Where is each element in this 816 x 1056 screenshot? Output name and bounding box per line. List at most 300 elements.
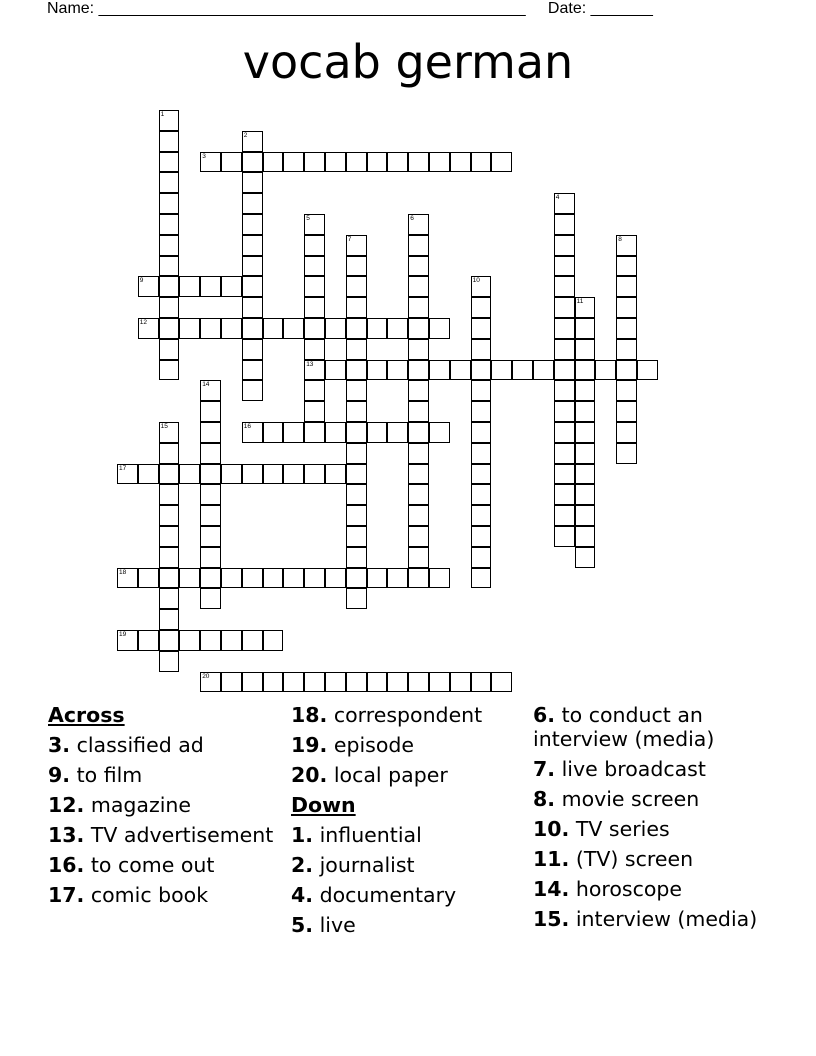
grid-cell[interactable] — [159, 360, 180, 381]
clue-num: 15. — [533, 907, 570, 931]
grid-cell[interactable] — [554, 276, 575, 297]
grid-cell[interactable] — [408, 380, 429, 401]
grid-cell[interactable] — [408, 235, 429, 256]
grid-cell[interactable] — [221, 672, 242, 693]
grid-cell[interactable] — [346, 443, 367, 464]
grid-cell[interactable] — [179, 630, 200, 651]
grid-cell[interactable] — [346, 339, 367, 360]
clue-text: episode — [333, 733, 415, 757]
grid-cell[interactable] — [159, 526, 180, 547]
grid-cell[interactable] — [575, 505, 596, 526]
grid-cell[interactable] — [263, 672, 284, 693]
down-clue — [533, 877, 763, 901]
grid-cell[interactable] — [325, 672, 346, 693]
grid-cell[interactable] — [159, 547, 180, 568]
grid-cell[interactable] — [450, 152, 471, 173]
clue-num: 16. — [48, 853, 85, 877]
grid-cell[interactable] — [554, 360, 575, 381]
grid-cell[interactable] — [471, 339, 492, 360]
across-clue — [291, 763, 521, 787]
grid-cell[interactable] — [325, 318, 346, 339]
grid-cell[interactable] — [616, 276, 637, 297]
grid-cell[interactable] — [304, 339, 325, 360]
clue-number: 13 — [306, 360, 314, 368]
grid-cell[interactable] — [159, 276, 180, 297]
grid-cell[interactable] — [408, 505, 429, 526]
clue-num: 11. — [533, 847, 570, 871]
grid-cell[interactable] — [304, 672, 325, 693]
grid-cell[interactable] — [304, 318, 325, 339]
grid-cell[interactable] — [159, 110, 180, 131]
grid-cell[interactable] — [200, 380, 221, 401]
grid-cell[interactable] — [554, 256, 575, 277]
grid-cell[interactable] — [159, 443, 180, 464]
grid-cell[interactable] — [471, 276, 492, 297]
down-clue-list-cont — [533, 703, 763, 931]
grid-cell[interactable] — [554, 505, 575, 526]
grid-cell[interactable] — [159, 214, 180, 235]
grid-cell[interactable] — [408, 568, 429, 589]
grid-cell[interactable] — [346, 464, 367, 485]
grid-cell[interactable] — [200, 443, 221, 464]
grid-cell[interactable] — [159, 609, 180, 630]
grid-cell[interactable] — [450, 360, 471, 381]
across-clue — [291, 703, 521, 727]
grid-cell[interactable] — [616, 443, 637, 464]
grid-cell[interactable] — [471, 484, 492, 505]
grid-cell[interactable] — [242, 672, 263, 693]
grid-cell[interactable] — [179, 464, 200, 485]
grid-cell[interactable] — [346, 152, 367, 173]
grid-cell[interactable] — [179, 318, 200, 339]
grid-cell[interactable] — [408, 297, 429, 318]
grid-cell[interactable] — [117, 568, 138, 589]
grid-cell[interactable] — [242, 380, 263, 401]
grid-cell[interactable] — [200, 672, 221, 693]
grid-cell[interactable] — [408, 547, 429, 568]
grid-cell[interactable] — [346, 547, 367, 568]
clue-number: 5 — [306, 215, 310, 222]
grid-cell[interactable] — [408, 339, 429, 360]
grid-cell[interactable] — [304, 422, 325, 443]
grid-cell[interactable] — [200, 318, 221, 339]
grid-cell[interactable] — [471, 672, 492, 693]
grid-cell[interactable] — [554, 214, 575, 235]
clue-num: 18. — [291, 703, 328, 727]
grid-cell[interactable] — [242, 152, 263, 173]
grid-cell[interactable] — [242, 568, 263, 589]
clue-text: to come out — [90, 853, 215, 877]
grid-cell[interactable] — [242, 276, 263, 297]
grid-cell[interactable] — [346, 401, 367, 422]
grid-cell[interactable] — [491, 360, 512, 381]
grid-cell[interactable] — [283, 672, 304, 693]
grid-cell[interactable] — [408, 672, 429, 693]
grid-cell[interactable] — [346, 422, 367, 443]
grid-cell[interactable] — [159, 505, 180, 526]
grid-cell[interactable] — [242, 360, 263, 381]
clue-num: 9. — [48, 763, 71, 787]
grid-cell[interactable] — [221, 464, 242, 485]
grid-cell[interactable] — [346, 568, 367, 589]
grid-cell[interactable] — [138, 318, 159, 339]
grid-cell[interactable] — [304, 297, 325, 318]
grid-cell[interactable] — [221, 630, 242, 651]
grid-cell[interactable] — [200, 547, 221, 568]
grid-cell[interactable] — [491, 152, 512, 173]
clue-number: 20 — [202, 672, 210, 680]
clue-number: 4 — [555, 194, 560, 202]
grid-cell[interactable] — [512, 360, 533, 381]
clue-num: 1. — [291, 823, 314, 847]
grid-cell[interactable] — [575, 360, 596, 381]
grid-cell[interactable] — [533, 360, 554, 381]
grid-cell[interactable] — [575, 318, 596, 339]
clue-number: 18 — [119, 568, 127, 576]
grid-cell[interactable] — [595, 360, 616, 381]
grid-cell[interactable] — [346, 526, 367, 547]
across-clue — [48, 733, 278, 757]
down-heading: Down — [291, 793, 356, 817]
clue-num: 12. — [48, 793, 85, 817]
grid-cell[interactable] — [117, 630, 138, 651]
grid-cell[interactable] — [304, 152, 325, 173]
clue-num: 14. — [533, 877, 570, 901]
grid-cell[interactable] — [387, 568, 408, 589]
grid-cell[interactable] — [408, 360, 429, 381]
grid-cell[interactable] — [450, 672, 471, 693]
grid-cell[interactable] — [471, 380, 492, 401]
grid-cell[interactable] — [367, 152, 388, 173]
grid-cell[interactable] — [346, 505, 367, 526]
grid-cell[interactable] — [263, 422, 284, 443]
grid-cell[interactable] — [387, 318, 408, 339]
grid-cell[interactable] — [616, 380, 637, 401]
grid-cell[interactable] — [304, 464, 325, 485]
grid-cell[interactable] — [159, 235, 180, 256]
grid-cell[interactable] — [304, 276, 325, 297]
grid-cell[interactable] — [200, 464, 221, 485]
grid-cell[interactable] — [242, 131, 263, 152]
grid-cell[interactable] — [346, 360, 367, 381]
grid-cell[interactable] — [575, 422, 596, 443]
grid-cell[interactable] — [325, 360, 346, 381]
grid-cell[interactable] — [200, 526, 221, 547]
grid-cell[interactable] — [304, 401, 325, 422]
grid-cell[interactable] — [179, 568, 200, 589]
clue-text: TV advertisement — [90, 823, 274, 847]
clue-text: magazine — [90, 793, 192, 817]
grid-cell[interactable] — [471, 443, 492, 464]
clue-text: live broadcast — [561, 757, 706, 781]
grid-cell[interactable] — [408, 443, 429, 464]
grid-cell[interactable] — [554, 443, 575, 464]
grid-cell[interactable] — [616, 318, 637, 339]
grid-cell[interactable] — [283, 318, 304, 339]
across-clue — [48, 853, 278, 877]
grid-cell[interactable] — [200, 401, 221, 422]
grid-cell[interactable] — [304, 360, 325, 381]
grid-cell[interactable] — [367, 360, 388, 381]
grid-cell[interactable] — [554, 193, 575, 214]
clue-num: 2. — [291, 853, 314, 877]
grid-cell[interactable] — [387, 672, 408, 693]
grid-cell[interactable] — [408, 276, 429, 297]
grid-cell[interactable] — [346, 380, 367, 401]
grid-cell[interactable] — [491, 672, 512, 693]
grid-cell[interactable] — [637, 360, 658, 381]
grid-cell[interactable] — [283, 464, 304, 485]
grid-cell[interactable] — [346, 256, 367, 277]
clue-number: 11 — [576, 298, 584, 306]
clue-text: horoscope — [575, 877, 683, 901]
down-clue — [291, 913, 521, 937]
clue-text: correspondent — [333, 703, 483, 727]
name-date-line: Name: ________________________________________________ Date: _______ — [47, 0, 653, 17]
grid-cell[interactable] — [429, 672, 450, 693]
grid-cell[interactable] — [159, 651, 180, 672]
grid-cell[interactable] — [159, 172, 180, 193]
grid-cell[interactable] — [221, 568, 242, 589]
grid-cell[interactable] — [575, 464, 596, 485]
grid-cell[interactable] — [242, 318, 263, 339]
grid-cell[interactable] — [200, 505, 221, 526]
grid-cell[interactable] — [200, 484, 221, 505]
grid-cell[interactable] — [346, 318, 367, 339]
grid-cell[interactable] — [408, 484, 429, 505]
clue-text: documentary — [319, 883, 457, 907]
grid-cell[interactable] — [283, 152, 304, 173]
down-clue — [533, 817, 763, 841]
grid-cell[interactable] — [242, 422, 263, 443]
grid-cell[interactable] — [221, 318, 242, 339]
grid-cell[interactable] — [471, 568, 492, 589]
grid-cell[interactable] — [304, 256, 325, 277]
clue-num: 3. — [48, 733, 71, 757]
grid-cell[interactable] — [367, 568, 388, 589]
clue-number: 9 — [139, 277, 144, 285]
grid-cell[interactable] — [471, 318, 492, 339]
down-clue — [533, 787, 763, 811]
grid-cell[interactable] — [242, 630, 263, 651]
grid-cell[interactable] — [159, 152, 180, 173]
grid-cell[interactable] — [242, 235, 263, 256]
grid-cell[interactable] — [159, 568, 180, 589]
clue-num: 13. — [48, 823, 85, 847]
grid-cell[interactable] — [221, 152, 242, 173]
grid-cell[interactable] — [200, 568, 221, 589]
grid-cell[interactable] — [159, 318, 180, 339]
grid-cell[interactable] — [408, 318, 429, 339]
grid-cell[interactable] — [616, 401, 637, 422]
grid-cell[interactable] — [554, 422, 575, 443]
grid-cell[interactable] — [263, 152, 284, 173]
clue-num: 4. — [291, 883, 314, 907]
grid-cell[interactable] — [471, 297, 492, 318]
grid-cell[interactable] — [138, 630, 159, 651]
grid-cell[interactable] — [575, 380, 596, 401]
clue-num: 19. — [291, 733, 328, 757]
clue-num: 5. — [291, 913, 314, 937]
grid-cell[interactable] — [325, 568, 346, 589]
grid-cell[interactable] — [408, 422, 429, 443]
clue-num: 8. — [533, 787, 556, 811]
grid-cell[interactable] — [200, 276, 221, 297]
grid-cell[interactable] — [159, 630, 180, 651]
grid-cell[interactable] — [159, 464, 180, 485]
grid-cell[interactable] — [263, 630, 284, 651]
grid-cell[interactable] — [429, 360, 450, 381]
grid-cell[interactable] — [367, 422, 388, 443]
grid-cell[interactable] — [283, 422, 304, 443]
grid-cell[interactable] — [159, 339, 180, 360]
clue-text: comic book — [90, 883, 209, 907]
down-clue — [533, 847, 763, 871]
grid-cell[interactable] — [429, 318, 450, 339]
clue-text: to conduct an interview (media) — [533, 703, 715, 751]
grid-cell[interactable] — [242, 214, 263, 235]
grid-cell[interactable] — [471, 401, 492, 422]
grid-cell[interactable] — [179, 276, 200, 297]
grid-cell[interactable] — [554, 401, 575, 422]
grid-cell[interactable] — [616, 360, 637, 381]
clue-text: live — [319, 913, 356, 937]
grid-cell[interactable] — [263, 464, 284, 485]
grid-cell[interactable] — [408, 256, 429, 277]
down-clue — [291, 883, 521, 907]
grid-cell[interactable] — [242, 193, 263, 214]
grid-cell[interactable] — [138, 464, 159, 485]
grid-cell[interactable] — [387, 422, 408, 443]
grid-cell[interactable] — [554, 464, 575, 485]
grid-cell[interactable] — [346, 484, 367, 505]
grid-cell[interactable] — [325, 464, 346, 485]
grid-cell[interactable] — [554, 526, 575, 547]
grid-cell[interactable] — [575, 297, 596, 318]
grid-cell[interactable] — [200, 422, 221, 443]
across-clue-list — [48, 733, 278, 907]
grid-cell[interactable] — [575, 443, 596, 464]
grid-cell[interactable] — [387, 152, 408, 173]
clue-number: 14 — [202, 381, 210, 389]
grid-cell[interactable] — [242, 172, 263, 193]
grid-cell[interactable] — [159, 297, 180, 318]
grid-cell[interactable] — [554, 235, 575, 256]
down-clue — [291, 853, 521, 877]
grid-cell[interactable] — [616, 256, 637, 277]
grid-cell[interactable] — [429, 568, 450, 589]
grid-cell[interactable] — [242, 339, 263, 360]
grid-cell[interactable] — [408, 152, 429, 173]
grid-cell[interactable] — [159, 422, 180, 443]
clue-number: 17 — [119, 464, 127, 472]
across-clue — [48, 823, 278, 847]
grid-cell[interactable] — [159, 193, 180, 214]
grid-cell[interactable] — [200, 630, 221, 651]
grid-cell[interactable] — [554, 339, 575, 360]
grid-cell[interactable] — [138, 568, 159, 589]
grid-cell[interactable] — [408, 401, 429, 422]
grid-cell[interactable] — [616, 235, 637, 256]
grid-cell[interactable] — [304, 235, 325, 256]
grid-cell[interactable] — [200, 152, 221, 173]
grid-cell[interactable] — [471, 526, 492, 547]
grid-cell[interactable] — [325, 422, 346, 443]
grid-cell[interactable] — [387, 360, 408, 381]
grid-cell[interactable] — [554, 380, 575, 401]
grid-cell[interactable] — [575, 526, 596, 547]
grid-cell[interactable] — [616, 339, 637, 360]
grid-cell[interactable] — [471, 547, 492, 568]
grid-cell[interactable] — [283, 568, 304, 589]
grid-cell[interactable] — [367, 318, 388, 339]
clue-text: to film — [76, 763, 143, 787]
grid-cell[interactable] — [242, 297, 263, 318]
grid-cell[interactable] — [200, 588, 221, 609]
down-clue-list — [291, 823, 521, 937]
grid-cell[interactable] — [304, 568, 325, 589]
grid-cell[interactable] — [304, 214, 325, 235]
grid-cell[interactable] — [575, 401, 596, 422]
grid-cell[interactable] — [346, 672, 367, 693]
grid-cell[interactable] — [304, 380, 325, 401]
grid-cell[interactable] — [159, 256, 180, 277]
grid-cell[interactable] — [554, 484, 575, 505]
down-clue — [533, 703, 763, 751]
grid-cell[interactable] — [221, 276, 242, 297]
grid-cell[interactable] — [616, 297, 637, 318]
grid-cell[interactable] — [263, 318, 284, 339]
grid-cell[interactable] — [408, 464, 429, 485]
clues-column-2 — [291, 703, 521, 943]
grid-cell[interactable] — [429, 152, 450, 173]
grid-cell[interactable] — [408, 526, 429, 547]
grid-cell[interactable] — [554, 297, 575, 318]
grid-cell[interactable] — [159, 484, 180, 505]
grid-cell[interactable] — [575, 339, 596, 360]
grid-cell[interactable] — [471, 505, 492, 526]
grid-cell[interactable] — [471, 152, 492, 173]
grid-cell[interactable] — [575, 484, 596, 505]
clue-text: local paper — [333, 763, 448, 787]
clue-text: influential — [319, 823, 422, 847]
grid-cell[interactable] — [367, 672, 388, 693]
grid-cell[interactable] — [159, 131, 180, 152]
grid-cell[interactable] — [346, 297, 367, 318]
grid-cell[interactable] — [117, 464, 138, 485]
grid-cell[interactable] — [346, 276, 367, 297]
down-clue — [533, 907, 763, 931]
clue-num: 10. — [533, 817, 570, 841]
grid-cell[interactable] — [159, 588, 180, 609]
clue-number: 19 — [119, 631, 127, 638]
grid-cell[interactable] — [471, 422, 492, 443]
grid-cell[interactable] — [575, 547, 596, 568]
grid-cell[interactable] — [554, 318, 575, 339]
grid-cell[interactable] — [346, 235, 367, 256]
grid-cell[interactable] — [242, 256, 263, 277]
grid-cell[interactable] — [263, 568, 284, 589]
grid-cell[interactable] — [471, 360, 492, 381]
grid-cell[interactable] — [242, 464, 263, 485]
grid-cell[interactable] — [471, 464, 492, 485]
grid-cell[interactable] — [325, 152, 346, 173]
grid-cell[interactable] — [616, 422, 637, 443]
grid-cell[interactable] — [429, 422, 450, 443]
grid-cell[interactable] — [138, 276, 159, 297]
grid-cell[interactable] — [408, 214, 429, 235]
grid-cell[interactable] — [346, 588, 367, 609]
